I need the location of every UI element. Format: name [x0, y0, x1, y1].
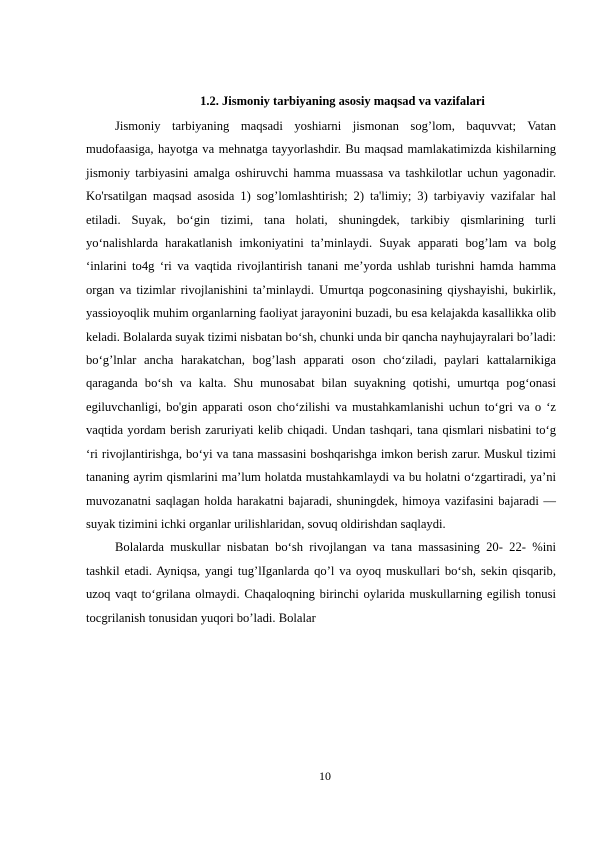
page-number: 10: [319, 769, 331, 783]
section-heading: 1.2. Jismoniy tarbiyaning asosiy maqsad va vazifalari: [200, 94, 485, 108]
paragraph: Jismoniy tarbiyaning maqsadi yoshiarni jismonan sog’lom, baquvvat; Vatan mudofaasiga, hayotga va mehnatga tayyorlashdir. Bu maqsad mamlakatimizda kishilarning jismoniy tarbiyasini amalga oshiruvchi hamma muassasa va tashkilotlar uchun yagonadir. Ko'rsatilgan maqsad asosida 1) sog’lomlashtirish; 2) ta'limiy; 3) tarbiyaviy vazifalar hal etiladi. Suyak, bo‘gin tizimi, tana holati, shuningdek, tarkibiy qismlarining turli yo‘nalishlarda harakatlanish imkoniyatini ta’minlaydi. Suyak apparati bog’lam va bolg ‘inlarini to4g ‘ri va vaqtida rivojlantirish tanani me’yorda ushlab turishni hamda hamma organ va tizimlar rivojlanishini ta’minlaydi. Umurtqa pogconasining qiyshayishi, bukirlik, yassioyoqlik muhim organlarning faoliyat jarayonini buzadi, bu esa kelajakda kasallikka olib keladi. Bolalarda suyak tizimi nisbatan bo‘sh, chunki unda bir qancha nayhujayralari bo’ladi: bo‘g’lnlar ancha harakatchan, bog’lash apparati oson cho‘ziladi, paylari kattalarnikiga qaraganda bo‘sh va kalta. Shu munosabat bilan suyakning qotishi, umurtqa pog‘onasi egiluvchanligi, bo'gin apparati oson cho‘zilishi va mustahkamlanishi uchun to‘gri va o ‘z vaqtida yordam berish zaruriyati kelib chiqadi. Undan tashqari, tana qismlari nisbatini to‘g ‘ri rivojlantirishga, bo‘yi va tana massasini boshqarishga imkon berish zarur. Muskul tizimi tananing ayrim qismlarini ma’lum holatda mustahkamlaydi va bu holatni o‘zgartiradi, ya’ni muvozanatni saqlagan holda harakatni bajaradi, shuningdek, himoya vazifasini bajaradi — suyak tizimini ichki organlar urilishlaridan, sovuq oldirishdan saqlaydi.: [86, 119, 556, 531]
body-text: [86, 115, 556, 630]
paragraph: Bolalarda muskullar nisbatan bo‘sh rivojlangan va tana massasining 20- 22- %ini tashkil etadi. Ayniqsa, yangi tug’lIganlarda qo’l va oyoq muskullari bo‘sh, sekin qisqarib, uzoq vaqt to‘grilana olmaydi. Chaqaloqning birinchi oylarida muskullarning egilish tonusi tocgrilanish tonusidan yuqori bo’ladi. Bolalar: [86, 540, 556, 625]
